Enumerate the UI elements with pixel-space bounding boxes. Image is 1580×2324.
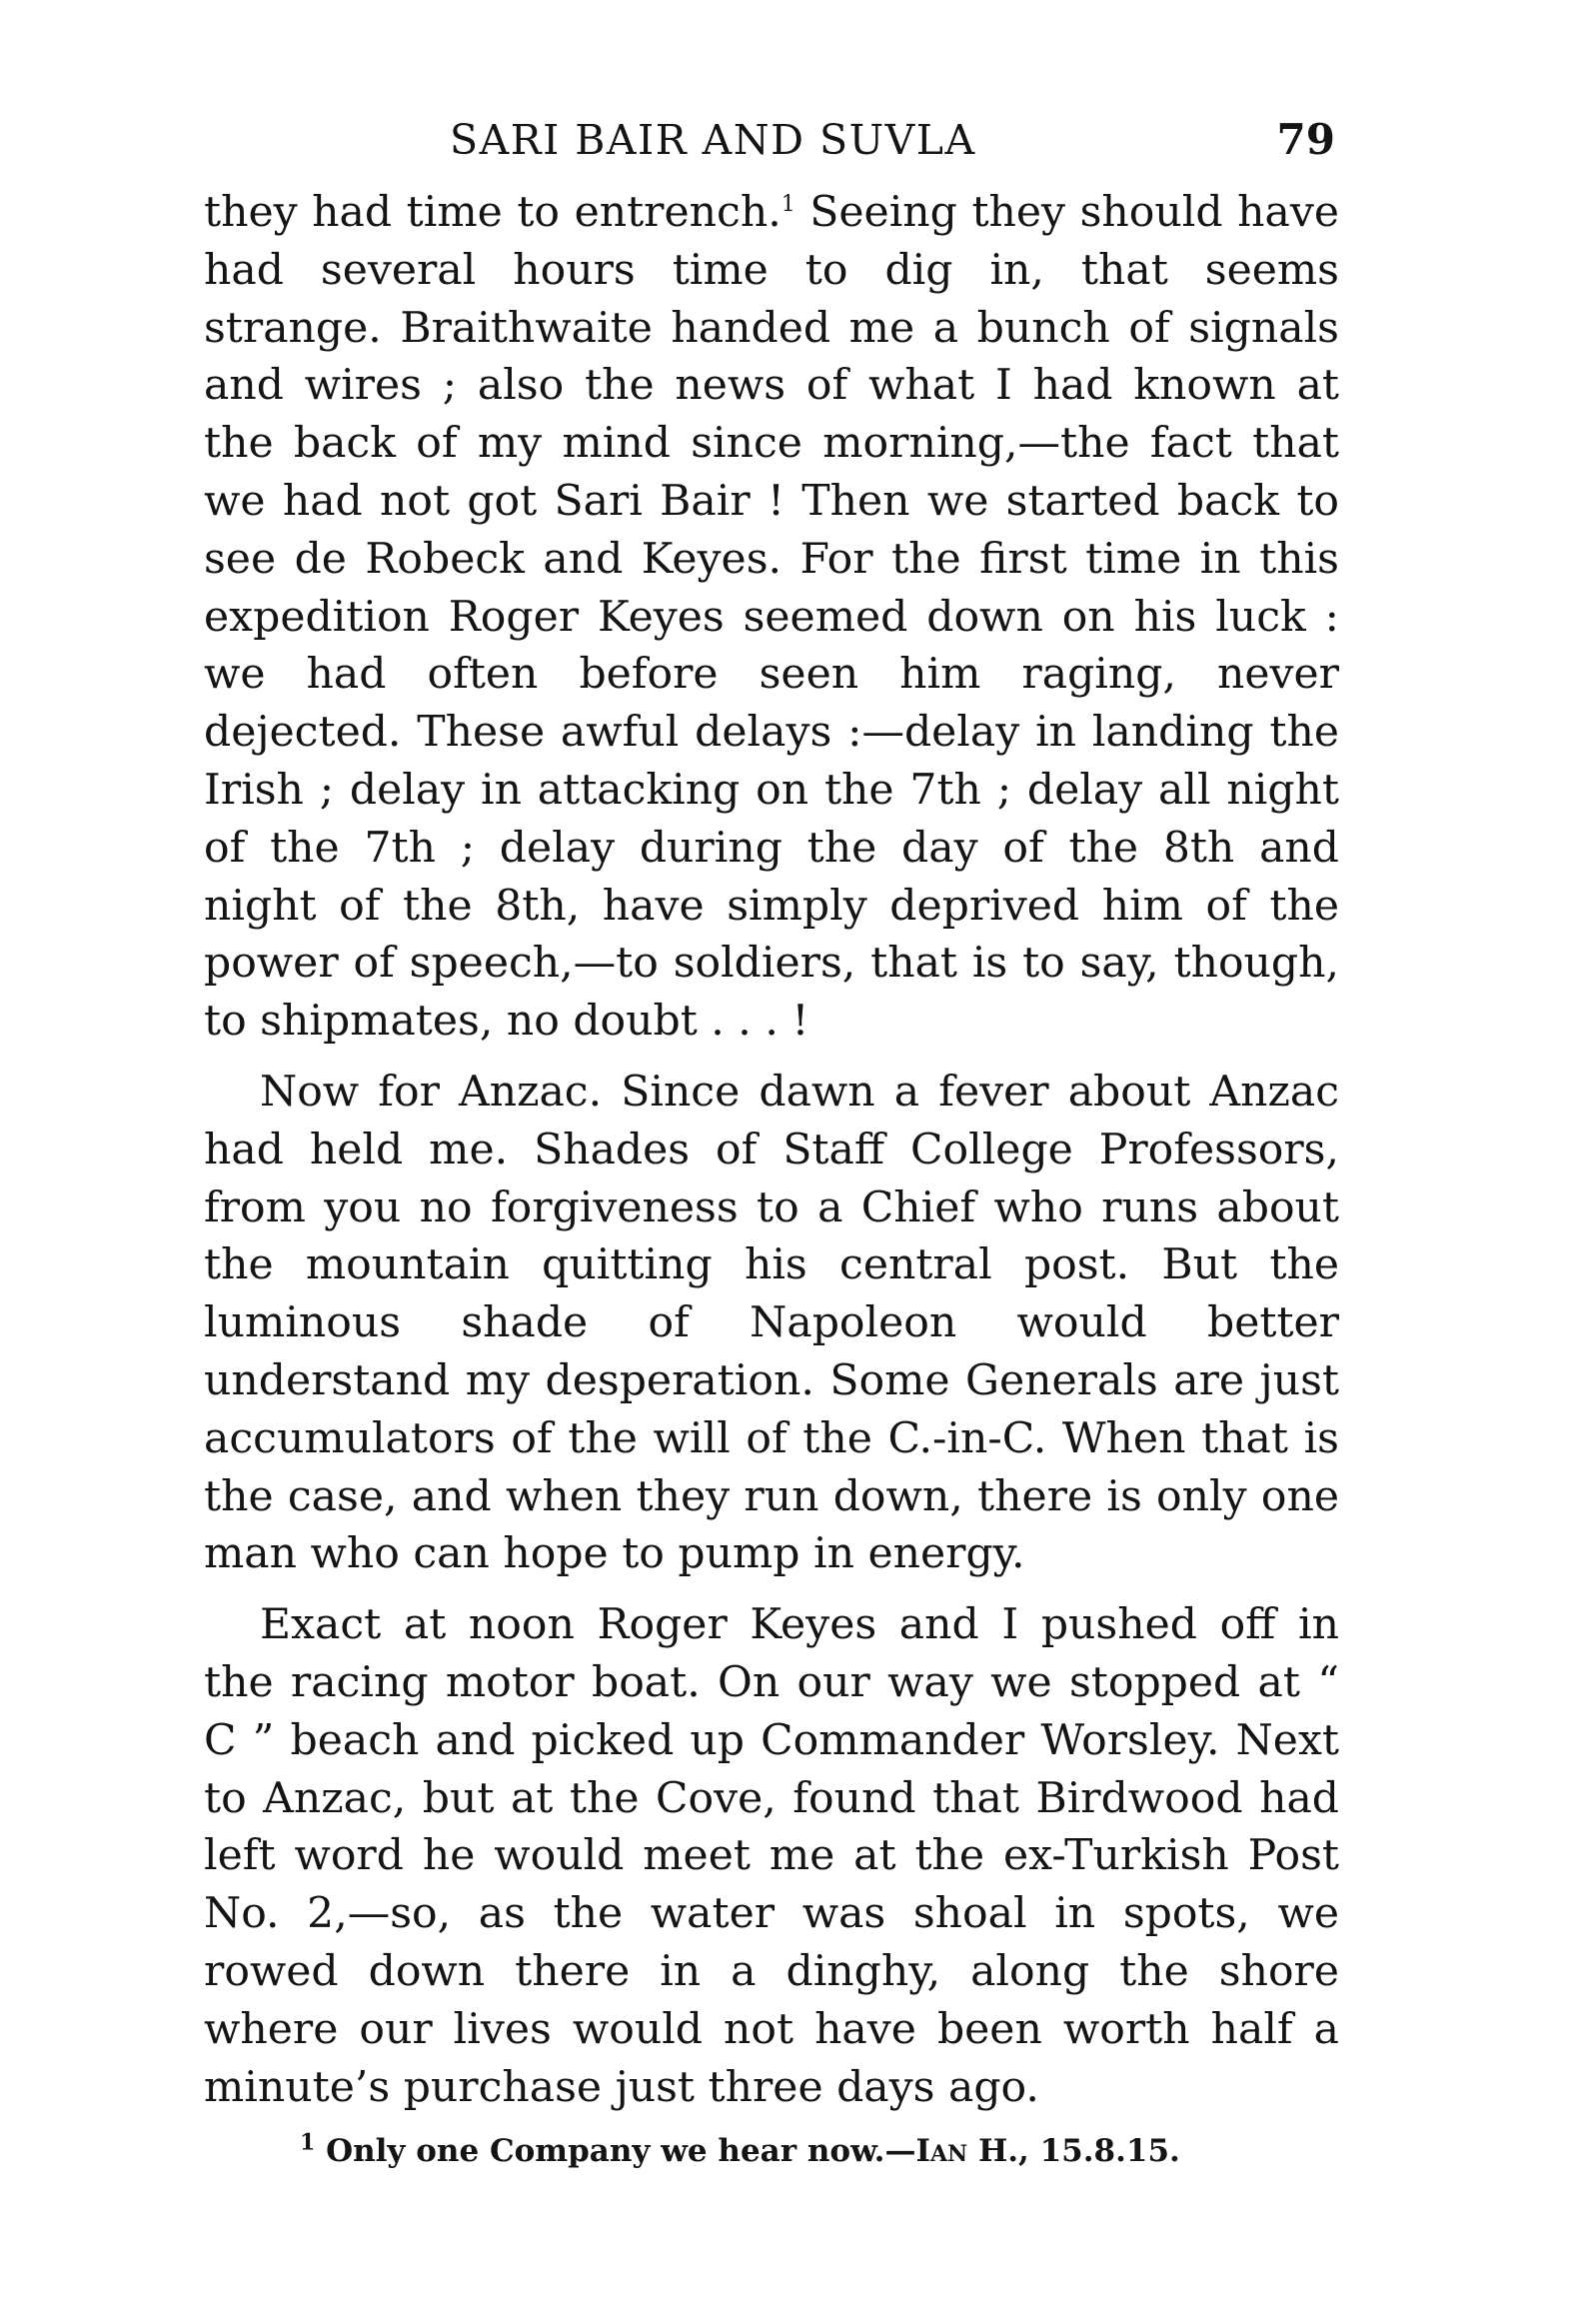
paragraph-2: Now for Anzac. Since dawn a fever about Anzac had held me. Shades of Staff College Professors, from you no forgiveness to a Chief who runs about the mountain quitting his central post. But the luminous shade of Napoleon would better understand my desperation. Some Generals are just accumulators of the will of the C.-in-C. When that is the case, and when they run down, there is only one man who can hope to pump in energy. xyxy=(204,1067,1339,1579)
page-content xyxy=(204,102,1339,2173)
footnote-mark: 1 xyxy=(300,2129,316,2156)
paragraph-1-text-start: they had time to entrench. xyxy=(204,188,782,237)
page-number: 79 xyxy=(1276,115,1335,164)
running-head xyxy=(204,102,1339,178)
running-title: SARI BAIR AND SUVLA xyxy=(450,116,976,164)
footnote xyxy=(204,2129,1339,2173)
paragraph-1-text-rest: Seeing they should have had several hours time to dig in, that seems strange. Braithwaite handed me a bunch of signals and wires ; also the news of what I had known at the back of my mind since morning,—the fact that we had not got Sari Bair ! Then we started back to see de Robeck and Keyes. For the first time in this expedition Roger Keyes seemed down on his luck : we had often before seen him raging, never dejected. These awful delays :—delay in landing the Irish ; delay in attacking on the 7th ; delay all night of the 7th ; delay during the day of the 8th and night of the 8th, have simply deprived him of the power of speech,—to soldiers, that is to say, though, to shipmates, no doubt . . . ! xyxy=(204,188,1339,1047)
footnote-author: Ian xyxy=(915,2133,968,2170)
footnote-signature: H., 15.8.15. xyxy=(967,2133,1180,2170)
paragraph-1 xyxy=(204,184,1339,1051)
footnote-text: Only one Company we hear now.— xyxy=(315,2133,916,2170)
paragraph-3: Exact at noon Roger Keyes and I pushed off in the racing motor boat. On our way we stopped at “ C ” beach and picked up Commander Worsley. Next to Anzac, but at the Cove, found that Birdwood had left word he would meet me at the ex-Turkish Post No. 2,—so, as the water was shoal in spots, we rowed down there in a dinghy, along the shore where our lives would not have been worth half a minute’s purchase just three days ago. xyxy=(204,1600,1339,2112)
footnote-reference: 1 xyxy=(781,191,795,217)
